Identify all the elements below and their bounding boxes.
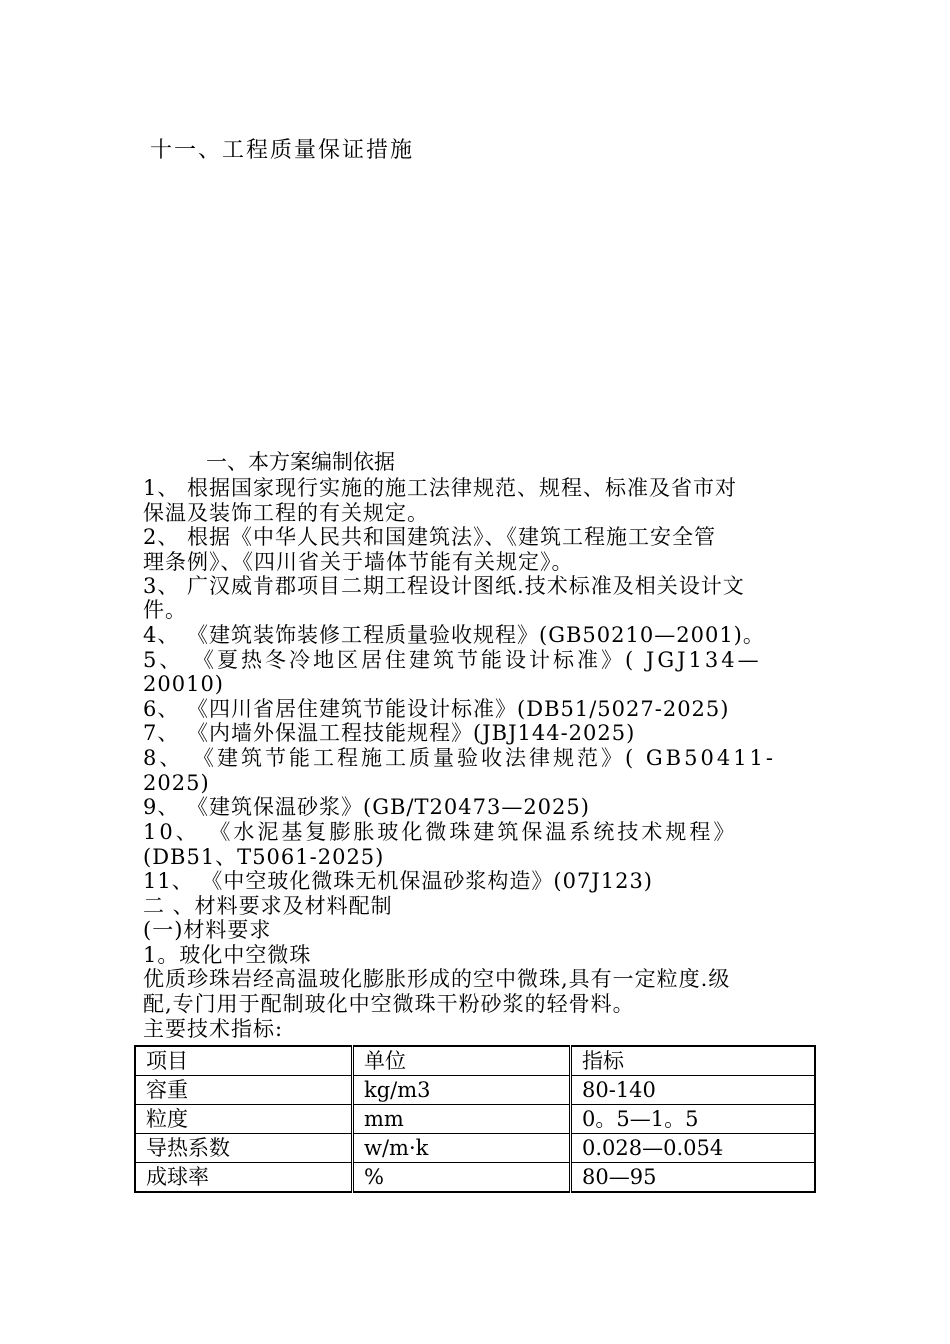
body-line: 6、 《四川省居住建筑节能设计标准》(DB51/5027-2025) [143, 697, 730, 721]
table-cell: kg/m3 [353, 1076, 571, 1105]
body-line: 主要技术指标: [143, 1017, 284, 1041]
body-line: 件。 [143, 598, 187, 622]
body-line: (一)材料要求 [143, 918, 272, 942]
table-row [135, 1134, 815, 1163]
body-line: 8、 《建筑节能工程施工质量验收法律规范》( GB50411- [143, 746, 777, 770]
body-line: 2025) [143, 771, 210, 795]
body-line: 1、 根据国家现行实施的施工法律规范、规程、标准及省市对 [143, 476, 738, 500]
body-line: 20010) [143, 672, 224, 696]
body-line: 二 、材料要求及材料配制 [143, 894, 393, 918]
table-row [135, 1105, 815, 1134]
table-cell: 单位 [353, 1046, 571, 1076]
body-line: 配,专门用于配制玻化中空微珠干粉砂浆的轻骨料。 [143, 992, 635, 1016]
table-cell: mm [353, 1105, 571, 1134]
body-line: 11、 《中空玻化微珠无机保温砂浆构造》(07J123) [143, 869, 654, 893]
body-line: 5、 《夏热冬冷地区居住建筑节能设计标准》( JGJ134— [143, 648, 762, 672]
table-cell: 80-140 [571, 1076, 816, 1105]
table-header-row [135, 1046, 815, 1076]
table-cell: 指标 [571, 1046, 816, 1076]
main-title: 十一、工程质量保证措施 [150, 138, 415, 163]
section-heading: 一、本方案编制依据 [206, 450, 395, 474]
body-line: 理条例》、《四川省关于墙体节能有关规定》。 [143, 550, 574, 574]
table-cell: % [353, 1163, 571, 1193]
body-line: 保温及装饰工程的有关规定。 [143, 501, 429, 525]
body-line: 优质珍珠岩经高温玻化膨胀形成的空中微珠,具有一定粒度.级 [143, 967, 731, 991]
table-cell: 0.028—0.054 [571, 1134, 816, 1163]
table-cell: 80—95 [571, 1163, 816, 1193]
table-cell: 导热系数 [135, 1134, 353, 1163]
table-cell: 成球率 [135, 1163, 353, 1193]
body-line: 2、 根据《中华人民共和国建筑法》、《建筑工程施工安全管 [143, 525, 717, 549]
table-cell: 项目 [135, 1046, 353, 1076]
technical-spec-table [134, 1045, 816, 1193]
table-cell: 容重 [135, 1076, 353, 1105]
body-line: 3、 广汉威肯郡项目二期工程设计图纸.技术标准及相关设计文 [143, 574, 745, 598]
table-row [135, 1076, 815, 1105]
table-cell: 0。5—1。5 [571, 1105, 816, 1134]
body-line: 7、 《内墙外保温工程技能规程》(JBJ144-2025) [143, 721, 636, 745]
body-line: 10、 《水泥基复膨胀玻化微珠建筑保温系统技术规程》 [143, 820, 738, 844]
body-line: (DB51、T5061-2025) [143, 845, 385, 869]
body-line: 9、 《建筑保温砂浆》(GB/T20473—2025) [143, 795, 590, 819]
body-line: 1。玻化中空微珠 [143, 943, 312, 967]
table-row [135, 1163, 815, 1193]
table-cell: 粒度 [135, 1105, 353, 1134]
table-cell: w/m·k [353, 1134, 571, 1163]
body-line: 4、 《建筑装饰装修工程质量验收规程》(GB50210—2001)。 [143, 623, 765, 647]
